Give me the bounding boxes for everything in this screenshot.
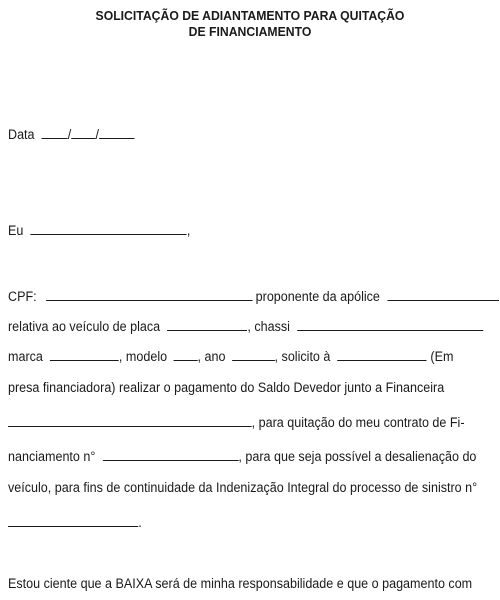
contrato-blank[interactable]	[103, 448, 239, 461]
day-blank[interactable]	[42, 126, 68, 139]
ano-blank[interactable]	[232, 348, 275, 361]
nanciamento-text: nanciamento n°	[8, 449, 96, 464]
year-blank[interactable]	[99, 126, 134, 139]
empresa-text: (Em	[430, 349, 454, 364]
solicito-text: , solicito à	[274, 349, 331, 364]
document-title	[15, 8, 485, 40]
date-separator: /	[95, 127, 99, 142]
nanciamento-line	[8, 448, 476, 465]
empresa-blank[interactable]	[338, 348, 427, 361]
marca-blank[interactable]	[50, 348, 119, 361]
placa-line	[8, 318, 483, 335]
estou-text: Estou ciente que a BAIXA será de minha responsabilidade e que o pagamento com	[8, 576, 473, 591]
marca-line	[8, 348, 453, 365]
placa-blank[interactable]	[167, 318, 247, 331]
veiculo-line	[8, 480, 477, 496]
estou-line	[8, 576, 472, 592]
chassi-blank[interactable]	[297, 318, 483, 331]
presa-text: presa financiadora) realizar o pagamento do Saldo Devedor junto a Financeira	[8, 380, 445, 395]
quitacao-text: , para quitação do meu contrato de Fi-	[251, 415, 465, 430]
eu-line	[8, 222, 190, 239]
cpf-label: CPF:	[8, 289, 37, 304]
ano-text: , ano	[197, 349, 226, 364]
date-label: Data	[8, 127, 35, 142]
proponente-text: proponente da apólice	[255, 289, 380, 304]
title-line-1: SOLICITAÇÃO DE ADIANTAMENTO PARA QUITAÇÃO	[95, 8, 405, 23]
sinistro-line	[8, 514, 142, 531]
modelo-blank[interactable]	[173, 348, 197, 361]
title-line-2: DE FINANCIAMENTO	[188, 24, 312, 39]
cpf-line	[8, 288, 499, 305]
date-separator: /	[67, 127, 72, 142]
placa-text: relativa ao veículo de placa	[8, 319, 161, 334]
name-blank[interactable]	[31, 222, 187, 235]
cpf-blank[interactable]	[46, 288, 252, 301]
desalienacao-text: , para que seja possível a desalienação do	[238, 449, 477, 464]
presa-line	[8, 380, 444, 396]
modelo-text: , modelo	[118, 349, 168, 364]
apolice-blank[interactable]	[387, 288, 499, 301]
marca-text: marca	[8, 349, 43, 364]
sinistro-blank[interactable]	[8, 514, 138, 527]
veiculo-text: veículo, para fins de continuidade da Indenização Integral do processo de sinistro n°	[8, 480, 478, 495]
eu-label: Eu	[8, 223, 24, 238]
eu-comma: ,	[186, 223, 191, 238]
date-line	[8, 126, 134, 143]
quitacao-line	[8, 414, 465, 431]
financeira-blank[interactable]	[8, 414, 252, 427]
chassi-text: , chassi	[247, 319, 290, 334]
month-blank[interactable]	[71, 126, 95, 139]
period: .	[138, 515, 142, 530]
